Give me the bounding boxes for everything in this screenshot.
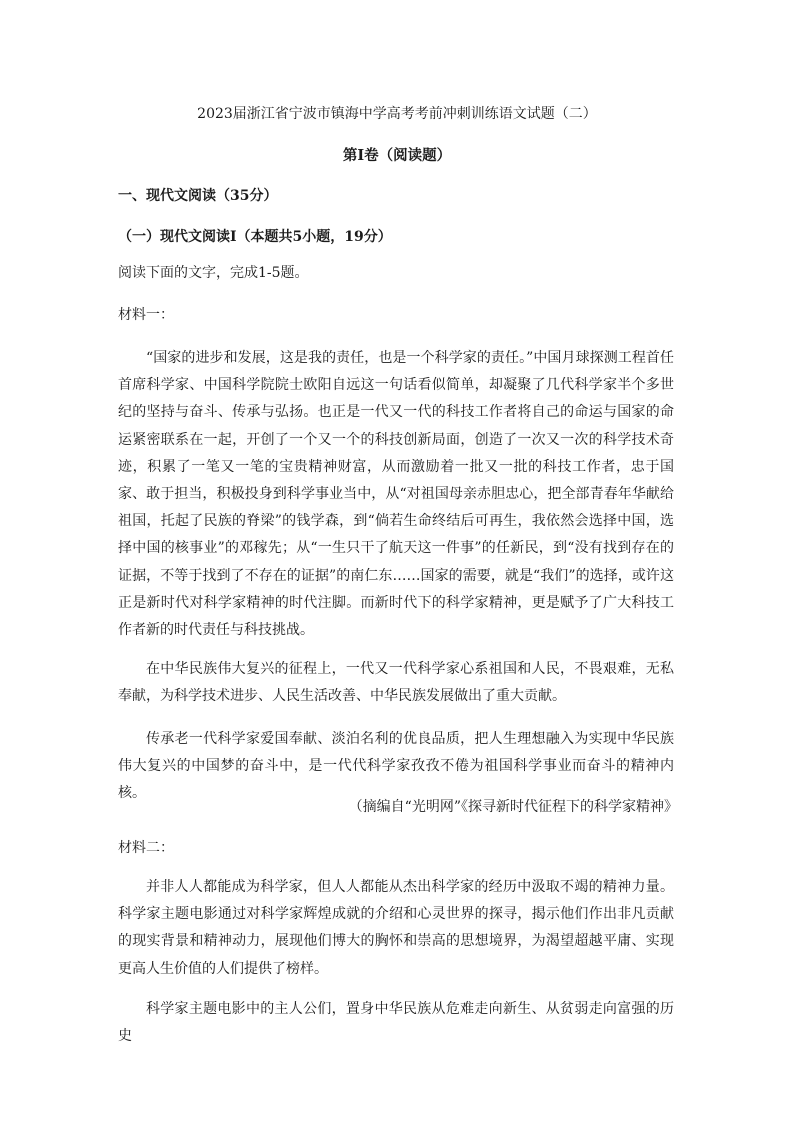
material-one-paragraph-2: 在中华民族伟大复兴的征程上，一代又一代科学家心系祖国和人民，不畏艰难，无私奉献，为科学技术进步、人民生活改善、中华民族发展做出了重大贡献。 [118,661,674,705]
section-heading: 一、现代文阅读（35分） [118,188,278,204]
subsection-heading: （一）现代文阅读Ⅰ（本题共5小题，19分） [118,229,392,245]
material-one-paragraph-1: “国家的进步和发展，这是我的责任，也是一个科学家的责任。”中国月球探测工程首任首席科学家、中国科学院院士欧阳自远这一句话看似简单，却凝聚了几代科学家半个多世纪的坚持与奋斗、传承与弘扬。也正是一代又一代的科技工作者将自己的命运与国家的命运紧密联系在一起，开创了一个又一个的科技创新局面，创造了一次又一次的科学技术奇迹，积累了一笔又一笔的宝贵精神财富，从而激励着一批又一批的科技工作者，忠于国家、敢于担当，积极投身到科学事业当中，从“对祖国母亲赤胆忠心，把全部青春年华献给祖国，托起了民族的脊梁”的钱学森，到“倘若生命终结后可再生，我依然会选择中国，选择中国的核事业”的邓稼先；从“一生只干了航天这一件事”的任新民，到“没有找到存在的证据，不等于找到了不存在的证据”的南仁东……国家的需要，就是“我们”的选择，或许这正是新时代对科学家精神的时代注脚。而新时代下的科学家精神，更是赋予了广大科技工作者新的时代责任与科技挑战。 [118,350,674,639]
material-two-paragraph-2: 科学家主题电影中的主人公们，置身中华民族从危难走向新生、从贫弱走向富强的历史 [118,1001,674,1045]
material-two-paragraph-1: 并非人人都能成为科学家，但人人都能从杰出科学家的经历中汲取不竭的精神力量。科学家主题电影通过对科学家辉煌成就的介绍和心灵世界的探寻，揭示他们作出非凡贡献的现实背景和精神动力，展现他们博大的胸怀和崇高的思想境界，为渴望超越平庸、实现更高人生价值的人们提供了榜样。 [118,879,674,977]
material-two-label: 材料二： [118,840,174,856]
material-one-paragraph-3: 传承老一代科学家爱国奉献、淡泊名利的优良品质，把人生理想融入为实现中华民族伟大复兴的中国梦的奋斗中，是一代代科学家孜孜不倦为祖国科学事业而奋斗的精神内核。 [118,731,674,802]
document-title: 2023届浙江省宁波市镇海中学高考考前冲刺训练语文试题（二） [197,106,597,122]
volume-heading: 第Ⅰ卷（阅读题） [342,147,452,164]
material-one-source: （摘编自“光明网”《探寻新时代征程下的科学家精神》 [348,799,678,815]
material-one-label: 材料一： [118,307,174,323]
instruction-text: 阅读下面的文字，完成1-5题。 [118,265,309,281]
